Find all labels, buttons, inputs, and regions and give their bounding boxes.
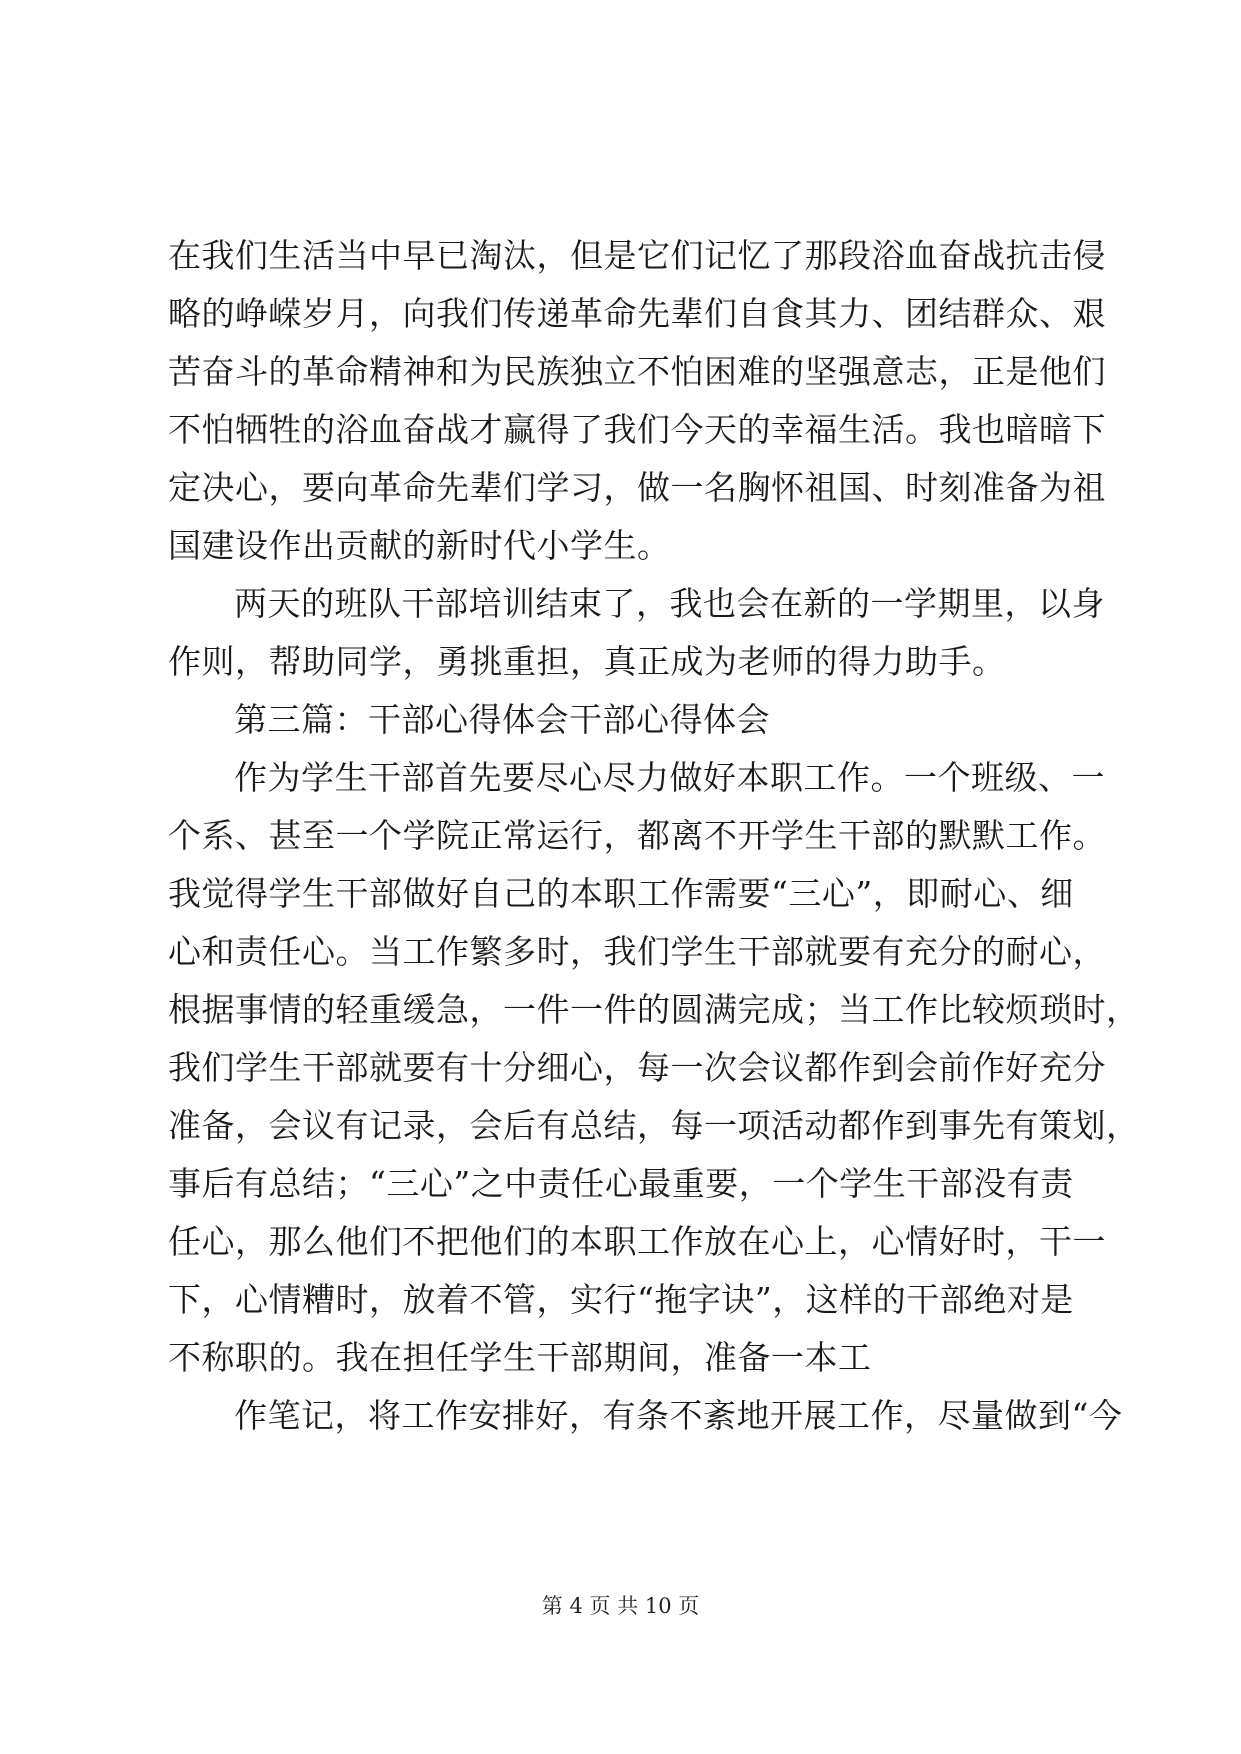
text-line: 国建设作出贡献的新时代小学生。 [168, 526, 671, 565]
text-line: 我们学生干部就要有十分细心，每一次会议都作到会前作好充分 [168, 1048, 1106, 1087]
text-line: 在我们生活当中早已淘汰，但是它们记忆了那段浴血奋战抗击侵 [168, 236, 1106, 275]
text-line: 个系、甚至一个学院正常运行，都离不开学生干部的默默工作。 [168, 816, 1106, 855]
text-line: 苦奋斗的革命精神和为民族独立不怕困难的坚强意志，正是他们 [168, 352, 1106, 391]
paragraph-start-line: 作为学生干部首先要尽心尽力做好本职工作。一个班级、一 [234, 758, 1105, 797]
text-line: 我觉得学生干部做好自己的本职工作需要“三心”，即耐心、细 [168, 874, 1074, 913]
text-line: 事后有总结；“三心”之中责任心最重要，一个学生干部没有责 [168, 1164, 1074, 1203]
text-line: 根据事情的轻重缓急，一件一件的圆满完成；当工作比较烦琐时， [168, 990, 1140, 1029]
text-line: 心和责任心。当工作繁多时，我们学生干部就要有充分的耐心， [168, 932, 1106, 971]
page-footer: 第 4 页 共 10 页 [541, 1594, 700, 1618]
text-line: 准备，会议有记录，会后有总结，每一项活动都作到事先有策划， [168, 1106, 1140, 1145]
paragraph-start-line: 两天的班队干部培训结束了，我也会在新的一学期里，以身 [234, 584, 1105, 623]
text-line: 不称职的。我在担任学生干部期间，准备一本工 [168, 1338, 872, 1377]
paragraph-start-line: 作笔记，将工作安排好，有条不紊地开展工作，尽量做到“今 [234, 1396, 1123, 1435]
text-line: 定决心，要向革命先辈们学习，做一名胸怀祖国、时刻准备为祖 [168, 468, 1106, 507]
text-line: 略的峥嵘岁月，向我们传递革命先辈们自食其力、团结群众、艰 [168, 294, 1106, 333]
text-line: 不怕牺牲的浴血奋战才赢得了我们今天的幸福生活。我也暗暗下 [168, 410, 1106, 449]
text-line: 作则，帮助同学，勇挑重担，真正成为老师的得力助手。 [168, 642, 1006, 681]
text-line: 任心，那么他们不把他们的本职工作放在心上，心情好时，干一 [168, 1222, 1106, 1261]
text-line: 下，心情糟时，放着不管，实行“拖字诀”，这样的干部绝对是 [168, 1280, 1074, 1319]
section-heading: 第三篇：干部心得体会干部心得体会 [234, 700, 770, 739]
